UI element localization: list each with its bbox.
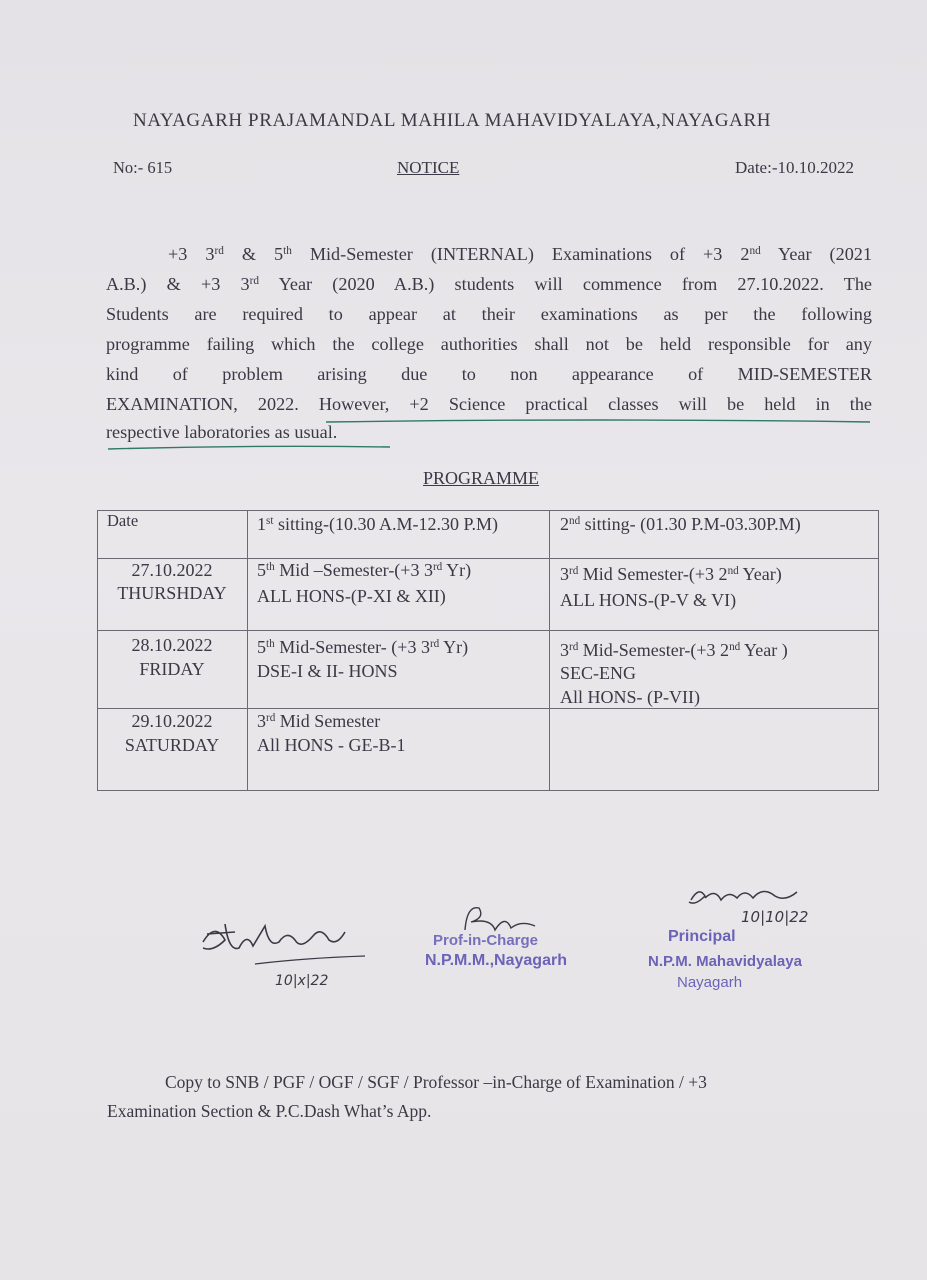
row1-sitting2-line1: 3rd Mid Semester-(+3 2nd Year) (560, 564, 782, 584)
row2-sitting1-line1: 5th Mid-Semester- (+3 3rd Yr) (257, 637, 469, 657)
copy-to-line2: Examination Section & P.C.Dash What’s App. (107, 1101, 432, 1121)
row2-sitting2-line3: All HONS- (P-VII) (560, 687, 700, 707)
row1-sitting1-line1: 5th Mid –Semester-(+3 3rd Yr) (257, 560, 472, 580)
notice-title: NOTICE (397, 158, 460, 177)
pen-underline (100, 416, 880, 456)
row1-date: 27.10.2022 (131, 560, 213, 580)
stamp-prof-line1: Prof-in-Charge (433, 932, 538, 949)
table-border (97, 630, 879, 631)
row1-sitting1-line2: ALL HONS-(P-XI & XII) (257, 586, 446, 606)
stamp-prof-line2: N.P.M.M.,Nayagarh (425, 952, 567, 969)
signature-left-date: 10|x|22 (275, 973, 329, 989)
header-first-sitting: 1st sitting-(10.30 A.M-12.30 P.M) (257, 514, 498, 534)
body-line-6: EXAMINATION, 2022. However, +2 Science practical classes will be held in the (106, 394, 872, 414)
exam-programme-table (97, 510, 879, 792)
stamp-principal-line1: Principal (668, 928, 736, 945)
signature-principal-date: 10|10|22 (741, 908, 809, 926)
table-border (878, 510, 879, 790)
body-line-1: +3 3rd & 5th Mid-Semester (INTERNAL) Examinations of +3 2nd Year (2021 (168, 244, 872, 264)
table-border (97, 790, 879, 791)
table-border (97, 510, 879, 511)
body-line-7: respective laboratories as usual. (106, 422, 338, 442)
body-line-3: Students are required to appear at their examinations as per the following (106, 304, 872, 324)
notice-number: No:- 615 (113, 158, 173, 177)
table-border (247, 510, 248, 790)
table-border (549, 510, 550, 790)
row2-sitting1-line2: DSE-I & II- HONS (257, 661, 398, 681)
notice-date: Date:-10.10.2022 (735, 158, 854, 177)
row3-sitting1-line1: 3rd Mid Semester (257, 711, 381, 731)
row2-date: 28.10.2022 (131, 635, 213, 655)
row2-day: FRIDAY (139, 659, 205, 679)
row1-day: THURSHDAY (117, 583, 227, 603)
row2-sitting2-line1: 3rd Mid-Semester-(+3 2nd Year ) (560, 640, 788, 660)
body-line-5: kind of problem arising due to non appearance of MID-SEMESTER (106, 364, 872, 384)
copy-to-line1: Copy to SNB / PGF / OGF / SGF / Professor –in-Charge of Examination / +3 (165, 1072, 707, 1092)
row2-sitting2-line2: SEC-ENG (560, 663, 636, 683)
row3-date: 29.10.2022 (131, 711, 213, 731)
header-second-sitting: 2nd sitting- (01.30 P.M-03.30P.M) (560, 514, 801, 534)
header-date: Date (107, 511, 139, 530)
programme-title: PROGRAMME (423, 468, 540, 488)
stamp-principal-line2: N.P.M. Mahavidyalaya (648, 953, 802, 970)
row3-day: SATURDAY (124, 735, 220, 755)
signature-left (195, 912, 375, 992)
row3-sitting1-line2: All HONS - GE-B-1 (257, 735, 406, 755)
college-name: NAYAGARH PRAJAMANDAL MAHILA MAHAVIDYALAYA,NAYAGARH (133, 110, 772, 131)
stamp-principal-line3: Nayagarh (677, 974, 743, 991)
body-line-4: programme failing which the college authorities shall not be held responsible for any (106, 334, 872, 354)
row1-sitting2-line2: ALL HONS-(P-V & VI) (560, 590, 737, 610)
signature-principal (685, 880, 855, 930)
body-line-2: A.B.) & +3 3rd Year (2020 A.B.) students will commence from 27.10.2022. The (106, 274, 872, 294)
